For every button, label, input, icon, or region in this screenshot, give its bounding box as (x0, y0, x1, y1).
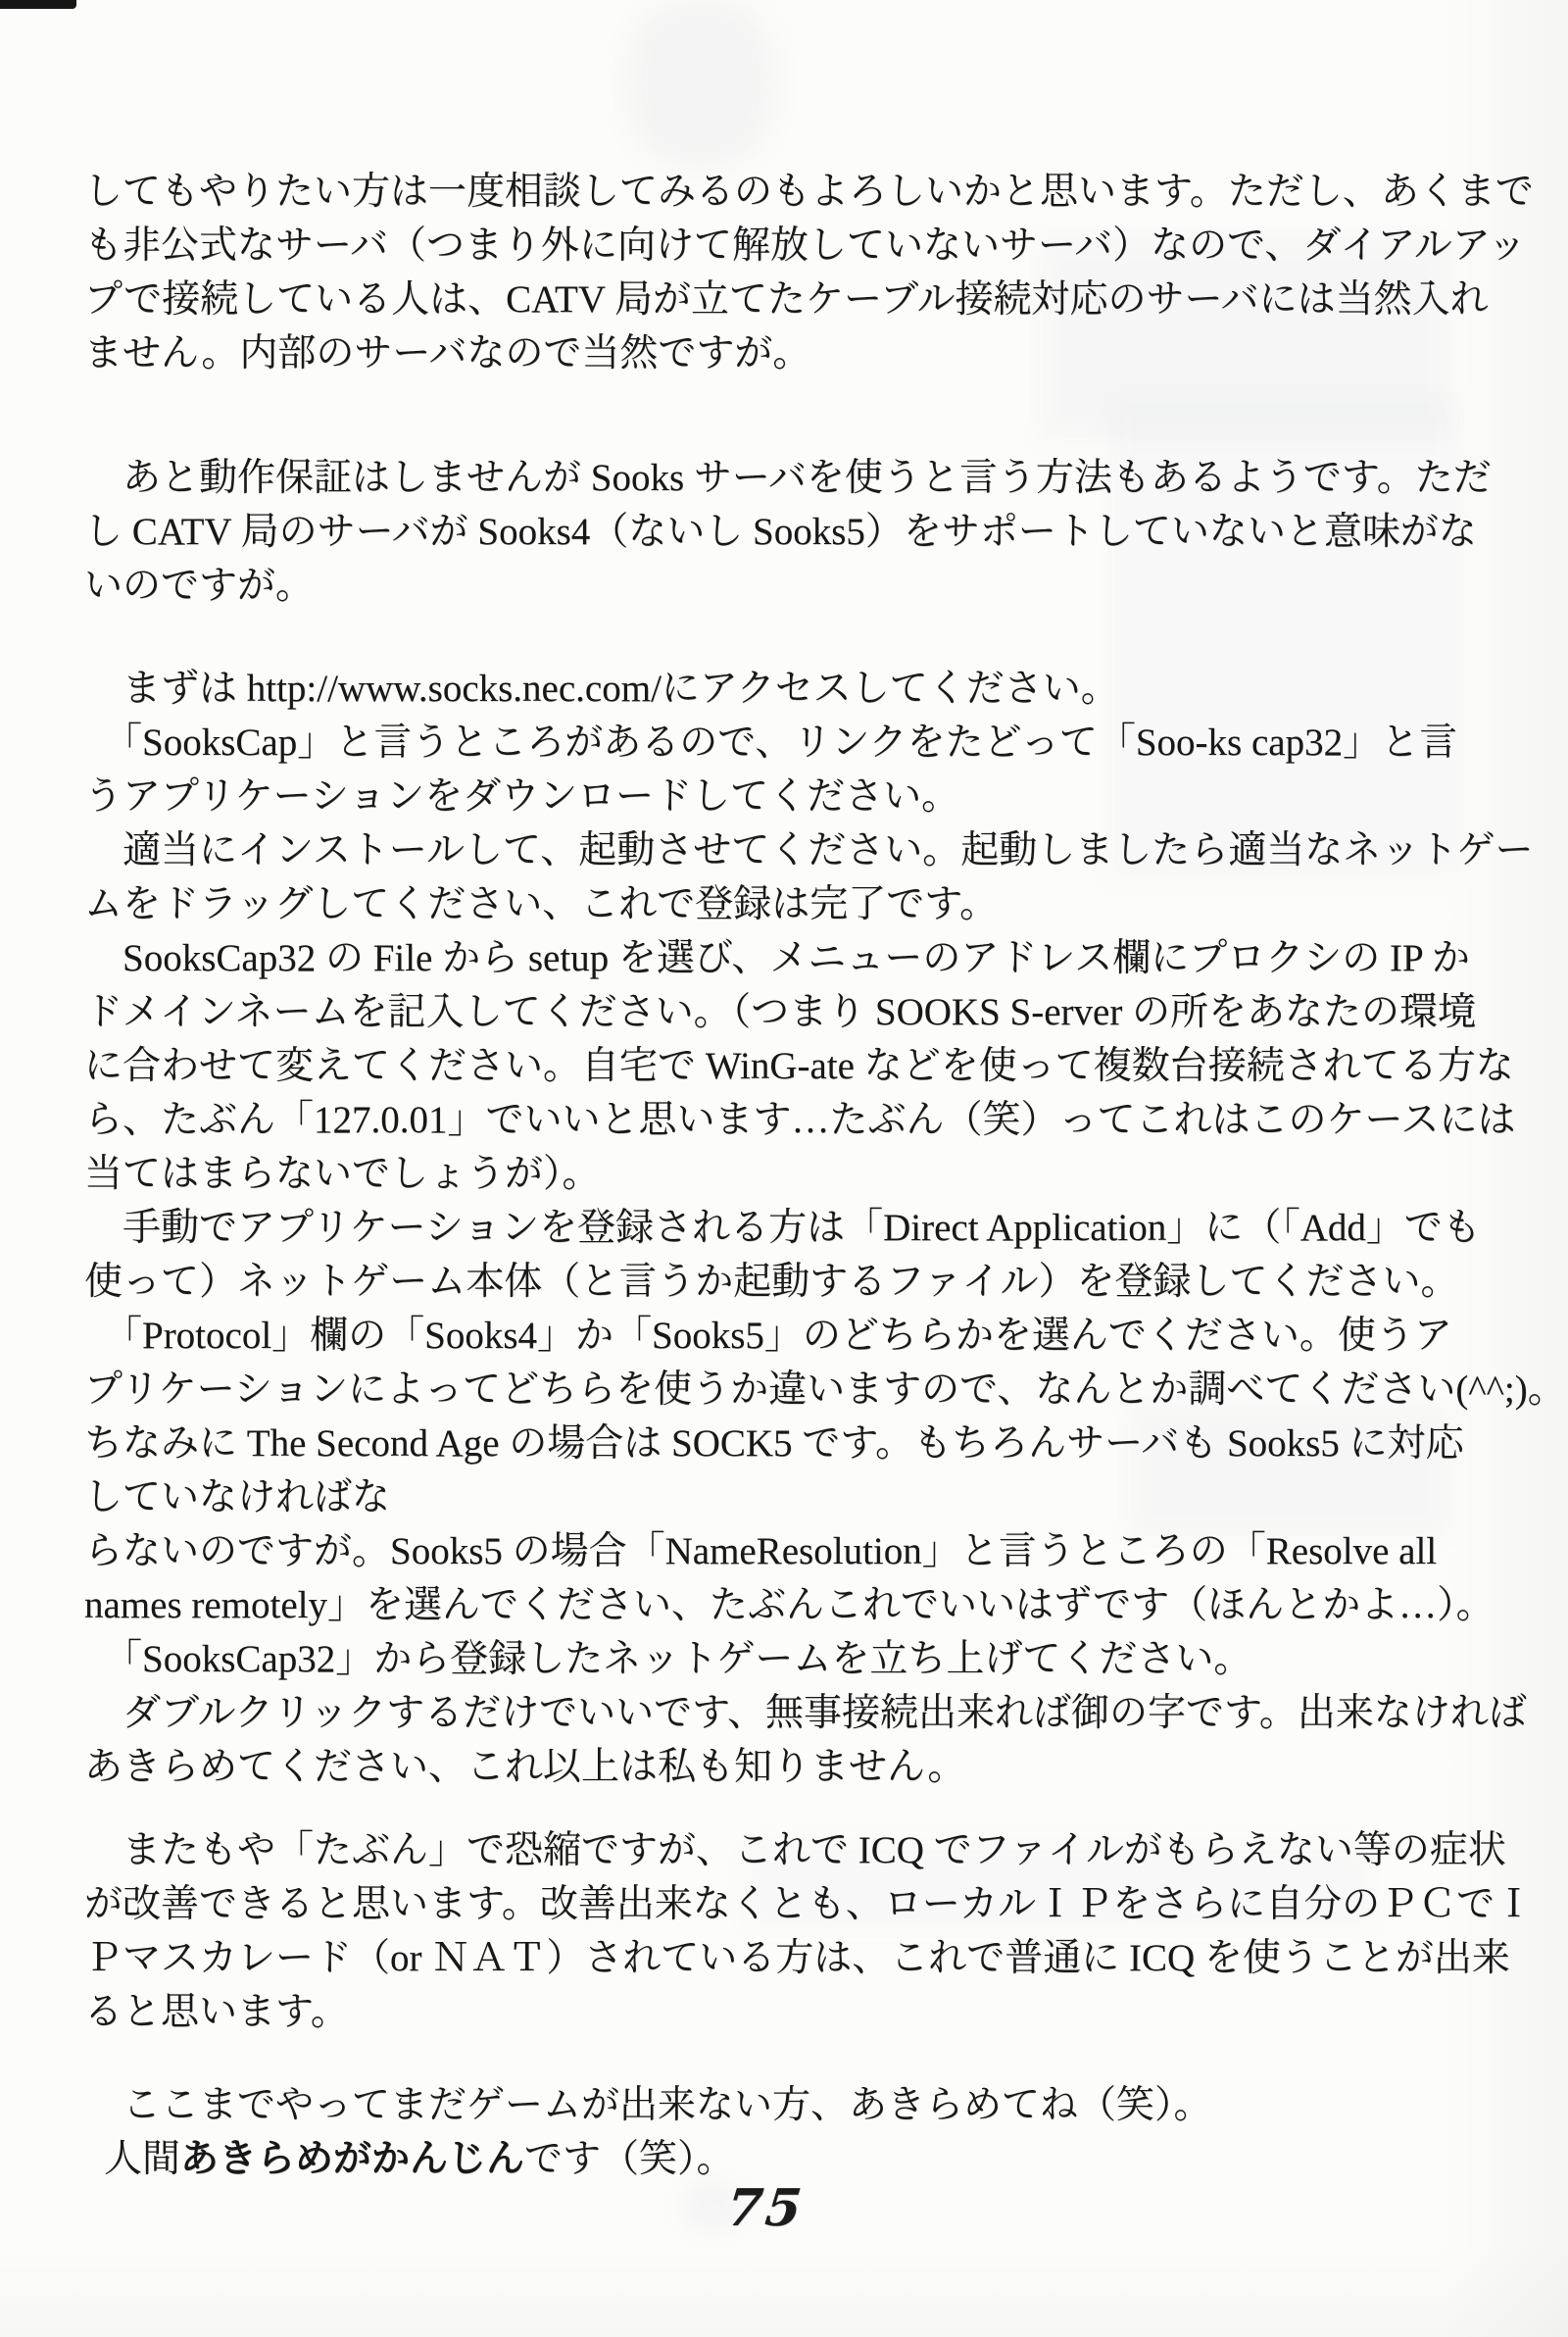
text-line (84, 931, 1525, 985)
text-segment: 使って）ネットゲーム本体（と言うか起動するファイル）を登録してください。 (84, 1261, 1459, 1303)
text-line (84, 1093, 1525, 1147)
text-segment: 手動でアプリケーションを登録される方は「Direct Application」に（「Add」でも (122, 1207, 1481, 1249)
text-segment: まずは http://www.socks.nec.com/にアクセスしてください。 (122, 668, 1119, 710)
text-line (84, 1686, 1525, 1740)
text-segment: 「SooksCap32」から登録したネットゲームを立ち上げてください。 (104, 1638, 1252, 1680)
text-segment: プリケーションによってどちらを使うか違いますので、なんとか調べてください(^^;)。 (84, 1368, 1566, 1411)
text-segment: ると思います。 (84, 1991, 349, 2033)
text-segment: 当てはまらないでしょうが）。 (84, 1153, 601, 1195)
text-line (84, 1147, 1525, 1201)
text-line (84, 1985, 1525, 2039)
text-line (84, 273, 1525, 326)
text-line (84, 1039, 1525, 1093)
text-segment: SooksCap32 の File から setup を選び、メニューのアドレス欄にプロクシの IP か (122, 937, 1470, 979)
text-segment: です（笑）。 (524, 2138, 735, 2180)
scan-smudge-top-left (0, 0, 76, 9)
text-segment: してもやりたい方は一度相談してみるのもよろしいかと思います。ただし、あくまで (84, 171, 1534, 213)
text-segment: プで接続している人は、CATV 局が立てたケーブル接続対応のサーバには当然入れ (84, 278, 1489, 321)
text-segment: ムをドラッグしてください、これで登録は完了です。 (84, 883, 999, 925)
text-segment: 人間 (104, 2138, 181, 2180)
text-line (84, 1740, 1525, 1794)
text-segment: ちなみに The Second Age の場合は SOCK5 です。もちろんサーバも Sooks5 に対応 (84, 1422, 1464, 1465)
text-line (84, 1632, 1525, 1686)
text-segment: ここまでやってまだゲームが出来ない方、あきらめてね（笑）。 (122, 2084, 1212, 2126)
text-segment: Ｐマスカレード（or ＮＡＴ）されている方は、これで普通に ICQ を使うことが出来 (84, 1937, 1510, 1979)
text-line (84, 451, 1525, 505)
paragraph-block (84, 2078, 1525, 2186)
text-line (84, 1255, 1525, 1309)
text-line (84, 2078, 1525, 2132)
text-segment: 「SooksCap」と言うところがあるので、リンクをたどって「Soo-ks cap32」と言 (104, 721, 1458, 764)
scan-smudge-top-center (627, 0, 774, 167)
emphasized-text: あきらめがかんじん (180, 2138, 525, 2180)
text-segment: ダブルクリックするだけでいいです、無事接続出来れば御の字です。出来なければ (122, 1692, 1527, 1734)
text-line (84, 1931, 1525, 1985)
text-segment: も非公式なサーバ（つまり外に向けて解放していないサーバ）なので、ダイアルアッ (84, 224, 1527, 267)
text-line (84, 505, 1525, 559)
text-line (84, 716, 1525, 770)
paragraph-block (84, 662, 1566, 1794)
text-segment: ドメインネームを記入してください。（つまり SOOKS S-erver の所をあなたの環境 (84, 991, 1477, 1033)
text-line (84, 326, 1525, 380)
text-segment: していなければな (84, 1476, 391, 1518)
text-line (84, 662, 1525, 716)
text-line (84, 985, 1525, 1039)
text-line (84, 1823, 1525, 1877)
text-line (84, 559, 1525, 613)
text-line (84, 770, 1525, 823)
text-line (84, 219, 1525, 273)
text-segment: いのですが。 (84, 565, 315, 607)
text-segment: またもや「たぶん」で恐縮ですが、これで ICQ でファイルがもらえない等の症状 (122, 1829, 1506, 1871)
text-segment: 適当にインストールして、起動させてください。起動しましたら適当なネットゲー (122, 829, 1534, 871)
text-segment: あと動作保証はしませんが Sooks サーバを使うと言う方法もあるようです。ただ (122, 457, 1492, 499)
text-segment: ら、たぶん「127.0.01」でいいと思います…たぶん（笑）ってこれはこのケースには (84, 1099, 1516, 1141)
text-line (84, 823, 1534, 877)
paragraph-block (84, 165, 1534, 380)
page-number: 75 (723, 2178, 808, 2238)
text-line (84, 1201, 1525, 1255)
text-line (84, 1578, 1525, 1632)
text-segment: 「Protocol」欄の「Sooks4」か「Sooks5」のどちらかを選んでください。使うア (104, 1315, 1452, 1357)
text-segment: に合わせて変えてください。自宅で WinG-ate などを使って複数台接続されてる方な (84, 1045, 1514, 1087)
paragraph-block (84, 1823, 1534, 2039)
text-line (84, 1524, 1525, 1578)
text-line (84, 1309, 1525, 1363)
text-segment: し CATV 局のサーバが Sooks4（ないし Sooks5）をサポートしていないと意味がな (84, 511, 1477, 553)
text-line (84, 1877, 1534, 1931)
text-segment: names remotely」を選んでください、たぶんこれでいいはずです（ほんとかよ…）。 (84, 1584, 1494, 1626)
text-line (84, 1470, 1525, 1524)
page-text (84, 165, 1566, 2186)
text-line (84, 1417, 1525, 1470)
text-segment: らないのですが。Sooks5 の場合「NameResolution」と言うところの「Resolve all (84, 1530, 1438, 1572)
text-line (84, 1363, 1566, 1417)
text-segment: うアプリケーションをダウンロードしてください。 (84, 775, 960, 818)
text-segment: あきらめてください、これ以上は私も知りません。 (84, 1746, 966, 1788)
text-line (84, 877, 1525, 931)
text-segment: ません。内部のサーバなので当然ですが。 (84, 332, 811, 374)
paragraph-block (84, 451, 1525, 613)
text-segment: が改善できると思います。改善出来なくとも、ローカルＩＰをさらに自分のＰＣでＩ (84, 1883, 1534, 1925)
text-line (84, 165, 1534, 219)
